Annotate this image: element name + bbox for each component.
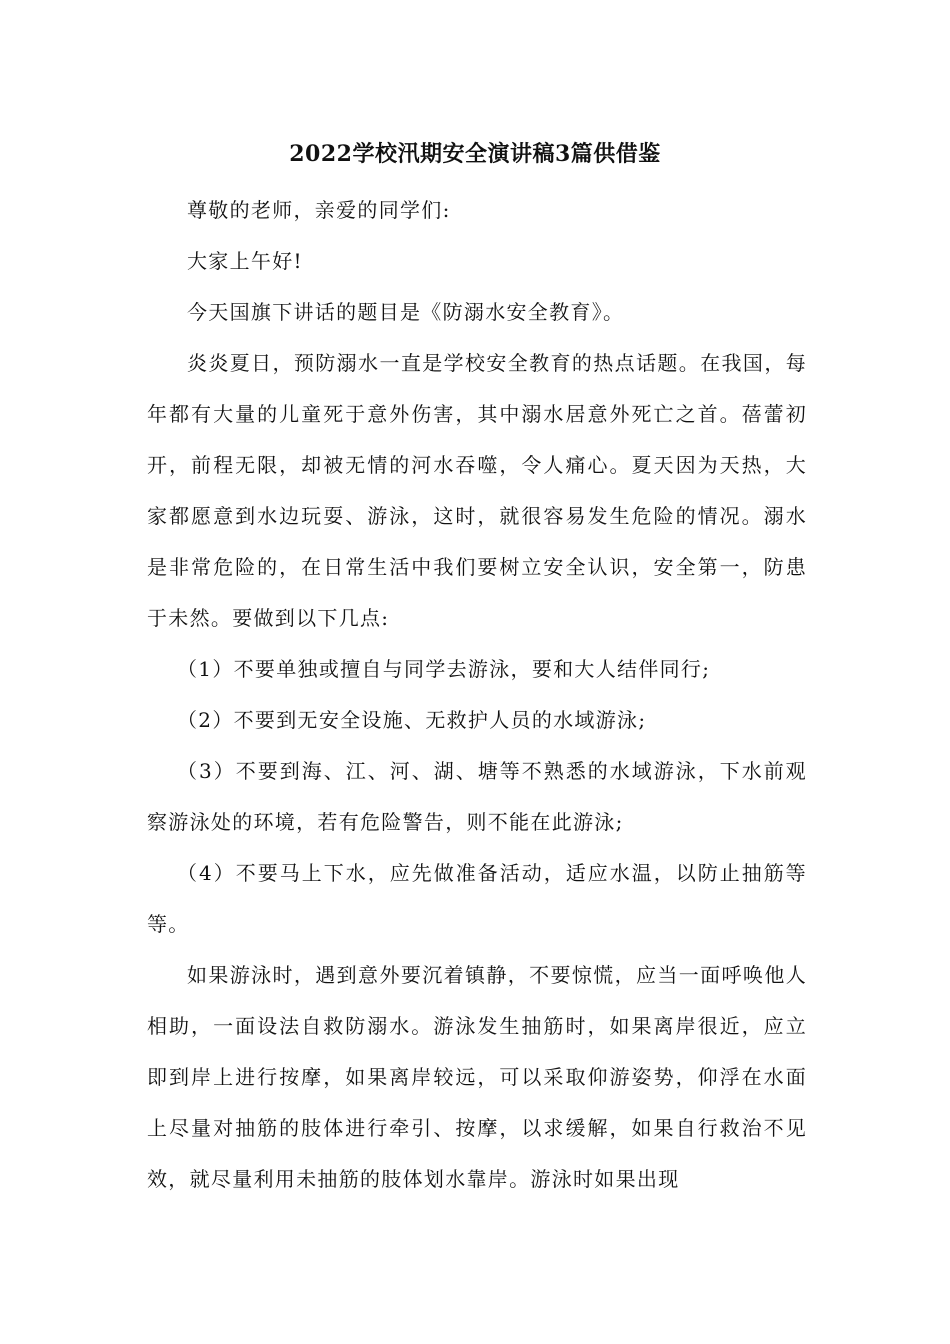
list-item: （1）不要单独或擅自与同学去游泳，要和大人结伴同行; xyxy=(177,657,711,681)
document-title: 2022学校汛期安全演讲稿3篇供借鉴 xyxy=(289,141,661,167)
list-item: （2）不要到无安全设施、无救护人员的水域游泳; xyxy=(177,708,647,732)
body-paragraph: 炎炎夏日，预防溺水一直是学校安全教育的热点话题。在我国，每年都有大量的儿童死于意外伤害，其中溺水居意外死亡之首。蓓蕾初开，前程无限，却被无情的河水吞噬，令人痛心。夏天因为天热，大家都愿意到水边玩耍、游泳，这时，就很容易发生危险的情况。溺水是非常危险的，在日常生活中我们要树立安全认识，安全第一，防患于未然。要做到以下几点: xyxy=(147,351,807,630)
salutation-paragraph: 大家上午好! xyxy=(187,249,303,273)
document-body xyxy=(147,185,807,1205)
greeting-paragraph: 尊敬的老师，亲爱的同学们: xyxy=(187,198,451,222)
topic-paragraph: 今天国旗下讲话的题目是《防溺水安全教育》。 xyxy=(187,300,625,324)
list-item: （3）不要到海、江、河、湖、塘等不熟悉的水域游泳，下水前观察游泳处的环境，若有危险警告，则不能在此游泳; xyxy=(147,759,807,834)
list-item: （4）不要马上下水，应先做准备活动，适应水温，以防止抽筋等等。 xyxy=(147,861,807,936)
body-paragraph: 如果游泳时，遇到意外要沉着镇静，不要惊慌，应当一面呼唤他人相助，一面设法自救防溺水。游泳发生抽筋时，如果离岸很近，应立即到岸上进行按摩，如果离岸较远，可以采取仰游姿势，仰浮在水面上尽量对抽筋的肢体进行牵引、按摩，以求缓解，如果自行救治不见效，就尽量利用未抽筋的肢体划水靠岸。游泳时如果出现 xyxy=(147,963,807,1191)
